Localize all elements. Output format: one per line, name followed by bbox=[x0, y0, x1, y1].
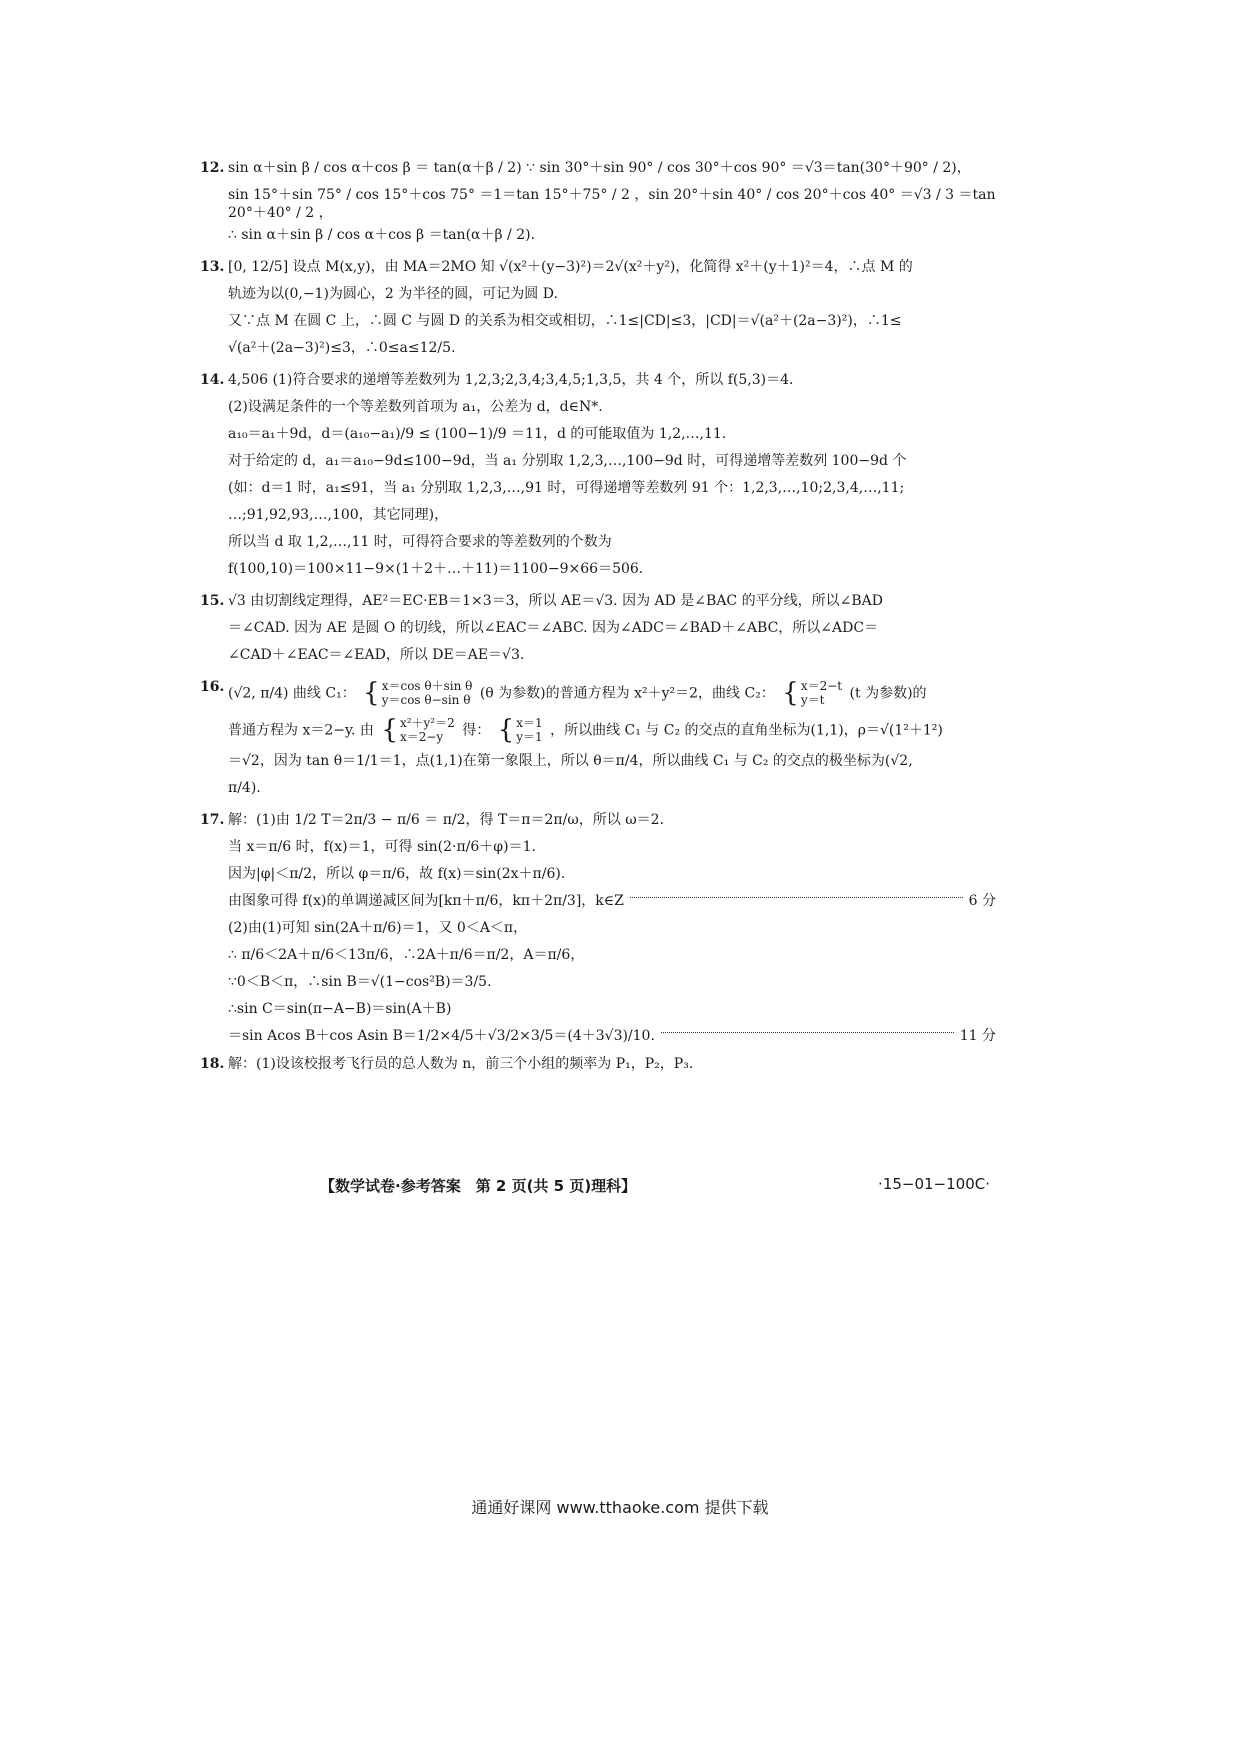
equation-line: x＝2−t bbox=[800, 679, 843, 693]
problem-text-line: 当 x＝π/6 时，f(x)＝1，可得 sin(2·π/6＋φ)＝1. bbox=[228, 838, 536, 855]
download-source-watermark: 通通好课网 www.tthaoke.com 提供下载 bbox=[471, 1498, 769, 1517]
problem-text-line: (2)设满足条件的一个等差数列首项为 a₁，公差为 d，d∈N*. bbox=[228, 399, 603, 415]
text-run: ＝sin Acos B＋cos Asin B＝1/2×4/5＋√3/2×3/5＝(4＋3√3)/10. bbox=[228, 1027, 655, 1044]
problem-text-line: 又∵点 M 在圆 C 上，∴圆 C 与圆 D 的关系为相交或相切，∴1≤|CD|≤3，|CD|＝√(a²＋(2a−3)²)，∴1≤ bbox=[228, 313, 902, 329]
score-label: 11 分 bbox=[959, 1027, 996, 1044]
problem-text-line: (如：d＝1 时，a₁≤91，当 a₁ 分别取 1,2,3,…,91 时，可得递增等差数列 91 个：1,2,3,…,10;2,3,4,…,11; bbox=[228, 480, 905, 496]
problem-text-line bbox=[228, 679, 1000, 708]
footer-title: 【数学试卷·参考答案 第 2 页(共 5 页)理科】 bbox=[320, 1177, 637, 1195]
problem-number: 18. bbox=[200, 1055, 225, 1072]
problem-number: 17. bbox=[200, 811, 225, 828]
problem-text-line: [0, 12/5] 设点 M(x,y)，由 MA＝2MO 知 √(x²＋(y−3)²)＝2√(x²＋y²)，化简得 x²＋(y＋1)²＝4，∴点 M 的 bbox=[228, 259, 913, 275]
problem-text-line: 因为|φ|＜π/2，所以 φ＝π/6，故 f(x)＝sin(2x＋π/6). bbox=[228, 865, 566, 882]
equation-line: x＝cos θ＋sin θ bbox=[381, 679, 473, 693]
footer-code: ·15−01−100C· bbox=[878, 1175, 990, 1193]
problem-text-line: 对于给定的 d，a₁＝a₁₀−9d≤100−9d，当 a₁ 分别取 1,2,3,…,100−9d 时，可得递增等差数列 100−9d 个 bbox=[228, 453, 907, 469]
problem-text-line: 解：(1)设该校报考飞行员的总人数为 n，前三个小组的频率为 P₁，P₂，P₃. bbox=[228, 1055, 694, 1072]
equation-line: x＝1 bbox=[516, 715, 543, 730]
equation-system: { x²＋y²＝2 x＝2−y bbox=[381, 715, 455, 746]
problem-18 bbox=[200, 1056, 1000, 1078]
problem-text-line: √(a²＋(2a−3)²)≤3，∴0≤a≤12/5. bbox=[228, 340, 456, 356]
equation-line: x²＋y²＝2 bbox=[399, 715, 455, 730]
text-run: (√2, π/4) 曲线 C₁： bbox=[228, 685, 356, 702]
problem-text-line bbox=[228, 716, 1000, 745]
problem-text-line: f(100,10)＝100×11−9×(1＋2＋…＋11)＝1100−9×66＝506. bbox=[228, 561, 644, 577]
problem-text-line: a₁₀＝a₁＋9d，d＝(a₁₀−a₁)/9 ≤ (100−1)/9 ＝11，d 的可能取值为 1,2,…,11. bbox=[228, 426, 727, 442]
problem-text-line: 解：(1)由 1/2 T＝2π/3 − π/6 ＝ π/2，得 T＝π＝2π/ω，所以 ω＝2. bbox=[228, 811, 664, 828]
text-run: 由图象可得 f(x)的单调递减区间为[kπ＋π/6，kπ＋2π/3]，k∈Z bbox=[228, 892, 624, 909]
text-run: 普通方程为 x＝2−y. 由 bbox=[228, 722, 374, 739]
problem-text-line bbox=[228, 893, 1000, 911]
problem-text-line: …;91,92,93,…,100，其它同理)， bbox=[228, 507, 449, 523]
equation-system: { x＝1 y＝1 bbox=[497, 715, 543, 746]
problem-number: 13. bbox=[200, 259, 225, 275]
dotted-leader bbox=[661, 1032, 954, 1033]
equation-line: y＝t bbox=[800, 693, 825, 708]
problem-text-line: √3 由切割线定理得，AE²＝EC·EB＝1×3＝3，所以 AE＝√3. 因为 AD 是∠BAC 的平分线，所以∠BAD bbox=[228, 593, 883, 609]
equation-line: y＝1 bbox=[516, 730, 543, 745]
problem-number: 14. bbox=[200, 372, 225, 388]
page-footer bbox=[320, 1175, 1020, 1196]
equation-line: x＝2−y bbox=[399, 730, 444, 745]
problem-15 bbox=[200, 593, 1000, 615]
answer-content bbox=[200, 160, 1000, 1083]
problem-text-line: ＝∠CAD. 因为 AE 是圆 O 的切线，所以∠EAC＝∠ABC. 因为∠ADC＝∠BAD＋∠ABC，所以∠ADC＝ bbox=[228, 620, 879, 636]
problem-text-line: ∵0＜B＜π，∴sin B＝√(1−cos²B)＝3/5. bbox=[228, 973, 492, 990]
text-run: (θ 为参数)的普通方程为 x²＋y²＝2，曲线 C₂： bbox=[479, 685, 775, 702]
problem-text-line: 轨迹为以(0,−1)为圆心，2 为半径的圆，可记为圆 D. bbox=[228, 286, 558, 302]
problem-number: 16. bbox=[200, 679, 225, 695]
problem-number: 15. bbox=[200, 593, 225, 609]
problem-text-line: ∴sin C＝sin(π−A−B)＝sin(A＋B) bbox=[228, 1000, 452, 1017]
problem-text-line: sin α＋sin β / cos α＋cos β ＝ tan(α＋β / 2) ∵ sin 30°＋sin 90° / cos 30°＋cos 90° ＝√3＝tan(30°＋90° / 2)， bbox=[228, 160, 971, 176]
problem-text-line: ＝√2，因为 tan θ＝1/1＝1，点(1,1)在第一象限上，所以 θ＝π/4，所以曲线 C₁ 与 C₂ 的交点的极坐标为(√2, bbox=[228, 752, 913, 769]
problem-13 bbox=[200, 259, 1000, 281]
problem-text-line: ∠CAD＋∠EAC＝∠EAD，所以 DE＝AE＝√3. bbox=[228, 647, 525, 663]
problem-text-line bbox=[228, 1028, 1000, 1046]
score-label: 6 分 bbox=[968, 892, 996, 909]
problem-text-line: ∴ sin α＋sin β / cos α＋cos β ＝tan(α＋β / 2). bbox=[228, 227, 536, 243]
problem-text-line: (2)由(1)可知 sin(2A＋π/6)＝1，又 0＜A＜π， bbox=[228, 919, 528, 936]
problem-text-line: ∴ π/6＜2A＋π/6＜13π/6，∴2A＋π/6＝π/2，A＝π/6， bbox=[228, 946, 585, 963]
problem-text-line: π/4). bbox=[228, 779, 261, 796]
problem-16 bbox=[200, 679, 1000, 708]
text-run: ，所以曲线 C₁ 与 C₂ 的交点的直角坐标为(1,1)，ρ＝√(1²＋1²) bbox=[550, 722, 943, 739]
equation-system: { x＝cos θ＋sin θ y＝cos θ−sin θ bbox=[363, 678, 473, 709]
text-run: 得： bbox=[462, 722, 491, 739]
dotted-leader bbox=[630, 897, 963, 898]
problem-text-line: 4,506 (1)符合要求的递增等差数列为 1,2,3;2,3,4;3,4,5;1,3,5，共 4 个，所以 f(5,3)＝4. bbox=[228, 372, 794, 388]
equation-line: y＝cos θ−sin θ bbox=[381, 693, 471, 708]
equation-system: { x＝2−t y＝t bbox=[782, 678, 843, 709]
problem-text-line: sin 15°＋sin 75° / cos 15°＋cos 75° ＝1＝tan 15°＋75° / 2 ，sin 20°＋sin 40° / cos 20°＋cos 40° ＝√3 / 3 ＝tan 20°＋40° / 2 ， bbox=[228, 187, 996, 221]
problem-number: 12. bbox=[200, 160, 225, 176]
problem-17 bbox=[200, 812, 1000, 834]
text-run: (t 为参数)的 bbox=[849, 685, 927, 702]
problem-12 bbox=[200, 160, 1000, 182]
problem-14 bbox=[200, 372, 1000, 394]
problem-text-line: 所以当 d 取 1,2,…,11 时，可得符合要求的等差数列的个数为 bbox=[228, 534, 612, 550]
